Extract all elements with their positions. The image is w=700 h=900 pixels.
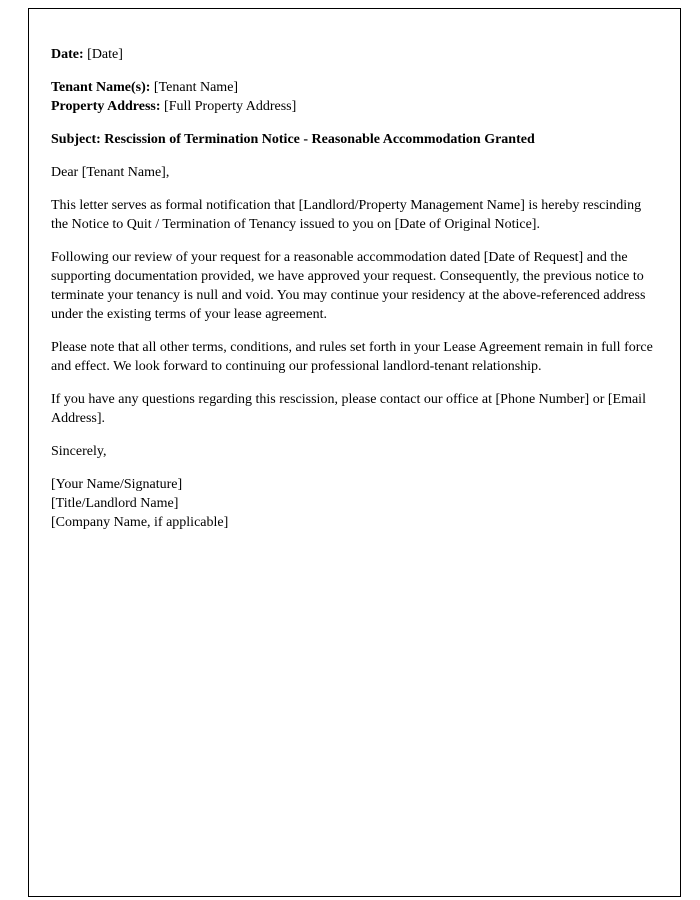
property-address-label: Property Address: <box>51 99 161 114</box>
paragraph-rescission-notice: This letter serves as formal notification that [Landlord/Property Management Name] is hereby rescinding the Notice to Quit / Termination of Tenancy issued to you on [Date of Original Notice]. <box>51 198 642 232</box>
tenant-name-value: [Tenant Name] <box>153 80 239 95</box>
letter-page <box>28 8 681 897</box>
closing: Sincerely, <box>51 444 107 459</box>
paragraph-accommodation-approval: Following our review of your request for a reasonable accommodation dated [Date of Request] and the supporting documentation provided, we have approved your request. Consequently, the previous notice to terminate your tenancy is null and void. You may continue your residency at the above-referenced address under the existing terms of your lease agreement. <box>51 250 646 322</box>
paragraph-contact-info: If you have any questions regarding this rescission, please contact our office at [Phone Number] or [Email Address]. <box>51 392 646 426</box>
salutation: Dear [Tenant Name], <box>51 165 170 180</box>
property-address-value: [Full Property Address] <box>164 99 297 114</box>
property-address-line <box>51 97 658 116</box>
date-label: Date: <box>51 47 84 62</box>
tenant-name-line <box>51 78 658 97</box>
subject-line: Subject: Rescission of Termination Notice - Reasonable Accommodation Granted <box>51 132 535 147</box>
signature-company-line: [Company Name, if applicable] <box>51 515 229 530</box>
signature-name-line: [Your Name/Signature] <box>51 477 183 492</box>
date-value: [Date] <box>87 47 123 62</box>
paragraph-lease-terms: Please note that all other terms, conditions, and rules set forth in your Lease Agreement remain in full force and effect. We look forward to continuing our professional landlord-tenant relationship. <box>51 340 653 374</box>
tenant-name-label: Tenant Name(s): <box>51 80 151 95</box>
signature-title-line: [Title/Landlord Name] <box>51 496 179 511</box>
date-line <box>51 45 658 64</box>
